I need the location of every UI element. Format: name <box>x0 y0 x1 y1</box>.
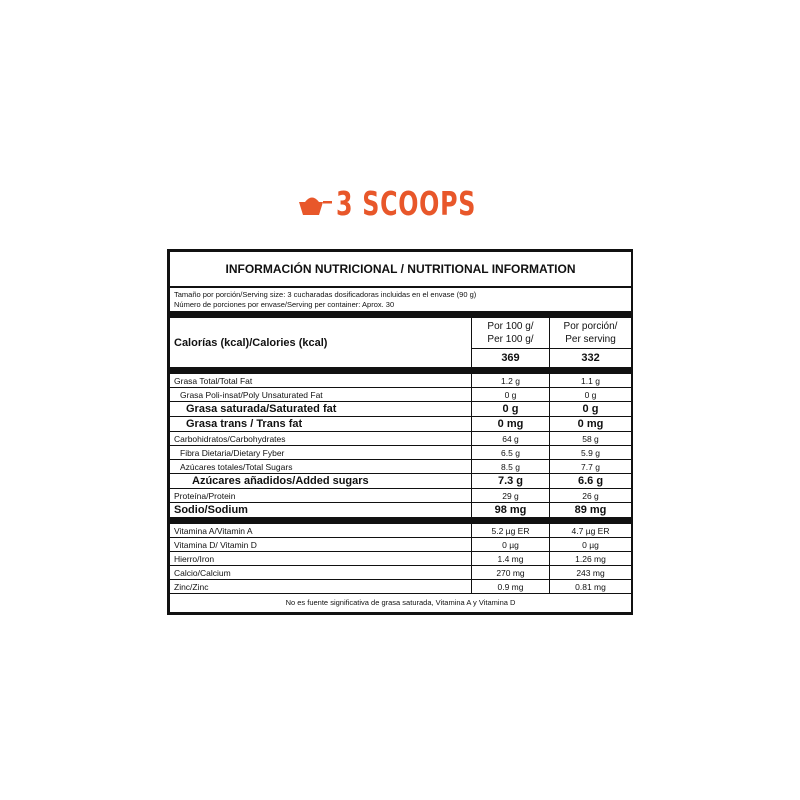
brand-logo <box>296 185 531 221</box>
calories-per-100g: 369 <box>472 349 550 368</box>
table-row: Fibra Dietaria/Dietary Fyber 6.5 g 5.9 g <box>170 446 632 460</box>
table-row: Azúcares añadidos/Added sugars 7.3 g 6.6 g <box>170 474 632 489</box>
logo-text: 3 SCOOPS <box>336 183 477 223</box>
servings-per-container: Número de porciones por envase/Serving per container: Aprox. 30 <box>174 299 395 309</box>
table-row: Vitamina D/ Vitamin D 0 µg 0 µg <box>170 538 632 552</box>
table-row: Calcio/Calcium 270 mg 243 mg <box>170 566 632 580</box>
serving-info <box>170 287 632 312</box>
table-row: Grasa Total/Total Fat 1.2 g 1.1 g <box>170 374 632 388</box>
calories-label: Calorías (kcal)/Calories (kcal) <box>170 318 472 368</box>
table-row: Azúcares totales/Total Sugars 8.5 g 7.7 g <box>170 460 632 474</box>
table-row: Hierro/Iron 1.4 mg 1.26 mg <box>170 552 632 566</box>
table-row: Grasa Poli-insat/Poly Unsaturated Fat 0 g 0 g <box>170 388 632 402</box>
table-row: Proteína/Protein 29 g 26 g <box>170 489 632 503</box>
table-row: Grasa saturada/Saturated fat 0 g 0 g <box>170 402 632 417</box>
nutrition-facts-table <box>167 249 633 615</box>
calories-per-serving: 332 <box>550 349 632 368</box>
table-row: Sodio/Sodium 98 mg 89 mg <box>170 503 632 518</box>
footnote: No es fuente significativa de grasa saturada, Vitamina A y Vitamina D <box>170 594 632 613</box>
table-row: Zinc/Zinc 0.9 mg 0.81 mg <box>170 580 632 594</box>
per-100g-header: Por 100 g/ Per 100 g/ <box>472 318 550 349</box>
table-row: Carbohidratos/Carbohydrates 64 g 58 g <box>170 432 632 446</box>
table-row: Vitamina A/Vitamin A 5.2 µg ER 4.7 µg ER <box>170 524 632 538</box>
scoop-icon <box>296 188 332 218</box>
serving-size: Tamaño por porción/Serving size: 3 cucharadas dosificadoras incluidas en el envase (90 g) <box>174 289 477 299</box>
table-title: INFORMACIÓN NUTRICIONAL / NUTRITIONAL INFORMATION <box>170 252 632 288</box>
per-serving-header: Por porción/ Per serving <box>550 318 632 349</box>
table-row: Grasa trans / Trans fat 0 mg 0 mg <box>170 417 632 432</box>
